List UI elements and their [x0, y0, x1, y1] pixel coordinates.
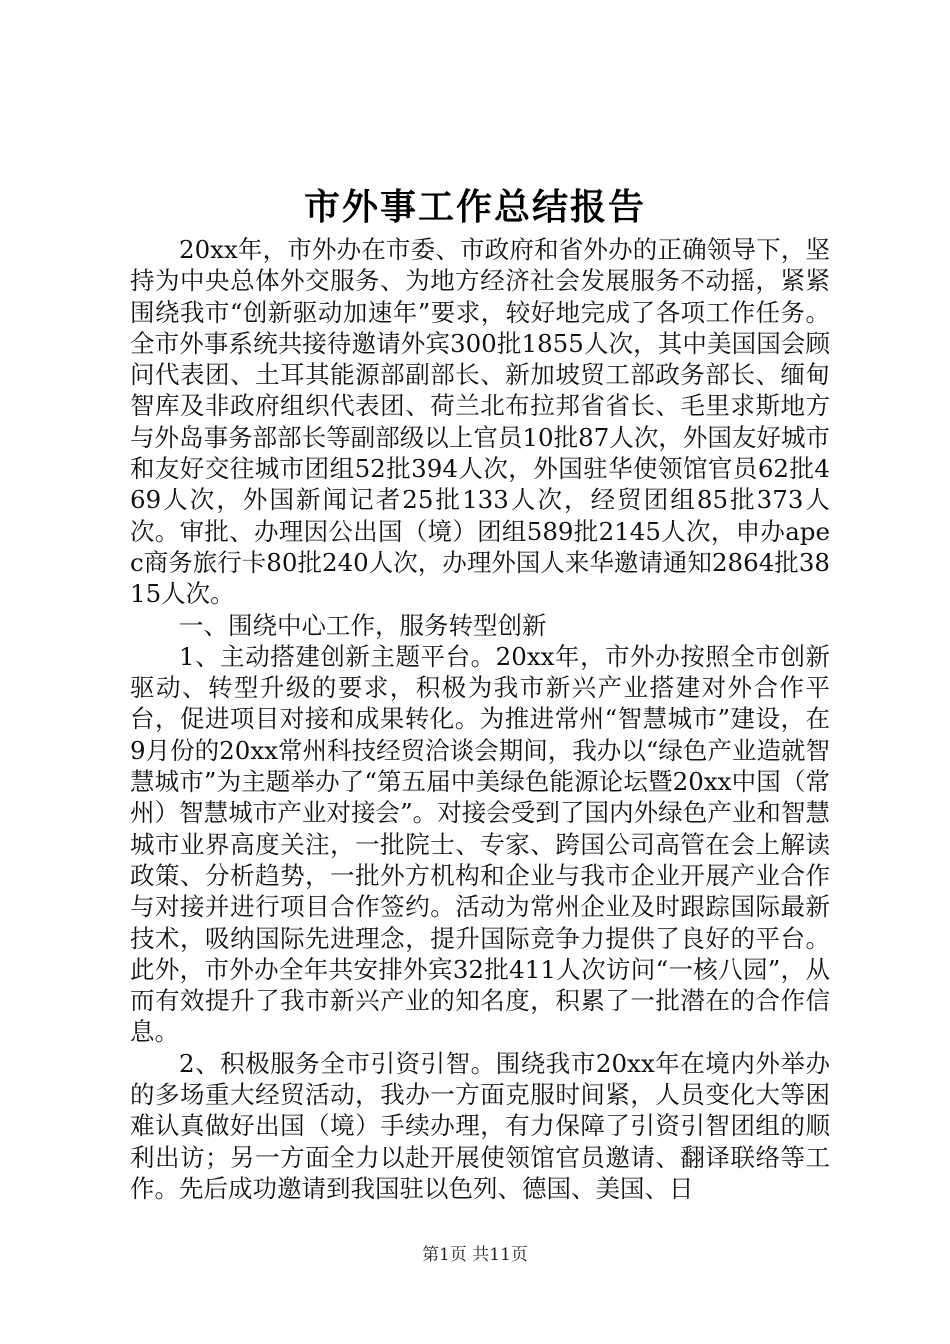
paragraph-item-1: 1、主动搭建创新主题平台。20xx年，市外办按照全市创新驱动、转型升级的要求，积极为我市新兴产业搭建对外合作平台，促进项目对接和成果转化。为推进常州“智慧城市”建设，在9月份的20xx常州科技经贸洽谈会期间，我办以“绿色产业造就智慧城市”为主题举办了“第五届中美绿色能源论坛暨20xx中国（常州）智慧城市产业对接会”。对接会受到了国内外绿色产业和智慧城市业界高度关注，一批院士、专家、跨国公司高管在会上解读政策、分析趋势，一批外方机构和企业与我市企业开展产业合作与对接并进行项目合作签约。活动为常州企业及时跟踪国际最新技术，吸纳国际先进理念，提升国际竞争力提供了良好的平台。此外，市外办全年共安排外宾32批411人次访问“一核八园”，从而有效提升了我市新兴产业的知名度，积累了一批潜在的合作信息。 — [130, 641, 830, 1047]
paragraph-intro: 20xx年，市外办在市委、市政府和省外办的正确领导下，坚持为中央总体外交服务、为地方经济社会发展服务不动摇，紧紧围绕我市“创新驱动加速年”要求，较好地完成了各项工作任务。全市外事系统共接待邀请外宾300批1855人次，其中美国国会顾问代表团、土耳其能源部副部长、新加坡贸工部政务部长、缅甸智库及非政府组织代表团、荷兰北布拉邦省省长、毛里求斯地方与外岛事务部部长等副部级以上官员10批87人次，外国友好城市和友好交往城市团组52批394人次，外国驻华使领馆官员62批469人次，外国新闻记者25批133人次，经贸团组85批373人次。审批、办理因公出国（境）团组589批2145人次，申办apec商务旅行卡80批240人次，办理外国人来华邀请通知2864批3815人次。 — [130, 235, 830, 609]
section-heading: 一、围绕中心工作，服务转型创新 — [179, 610, 547, 640]
document-title: 市外事工作总结报告 — [303, 187, 646, 228]
page-number-footer: 第1页 共11页 — [422, 1245, 528, 1265]
document-body — [130, 234, 830, 1204]
paragraph-item-2: 2、积极服务全市引资引智。围绕我市20xx年在境内外举办的多场重大经贸活动，我办一方面克服时间紧，人员变化大等困难认真做好出国（境）手续办理，有力保障了引资引智团组的顺利出访；另一方面全力以赴开展使领馆官员邀请、翻译联络等工作。先后成功邀请到我国驻以色列、德国、美国、日 — [130, 1048, 830, 1203]
